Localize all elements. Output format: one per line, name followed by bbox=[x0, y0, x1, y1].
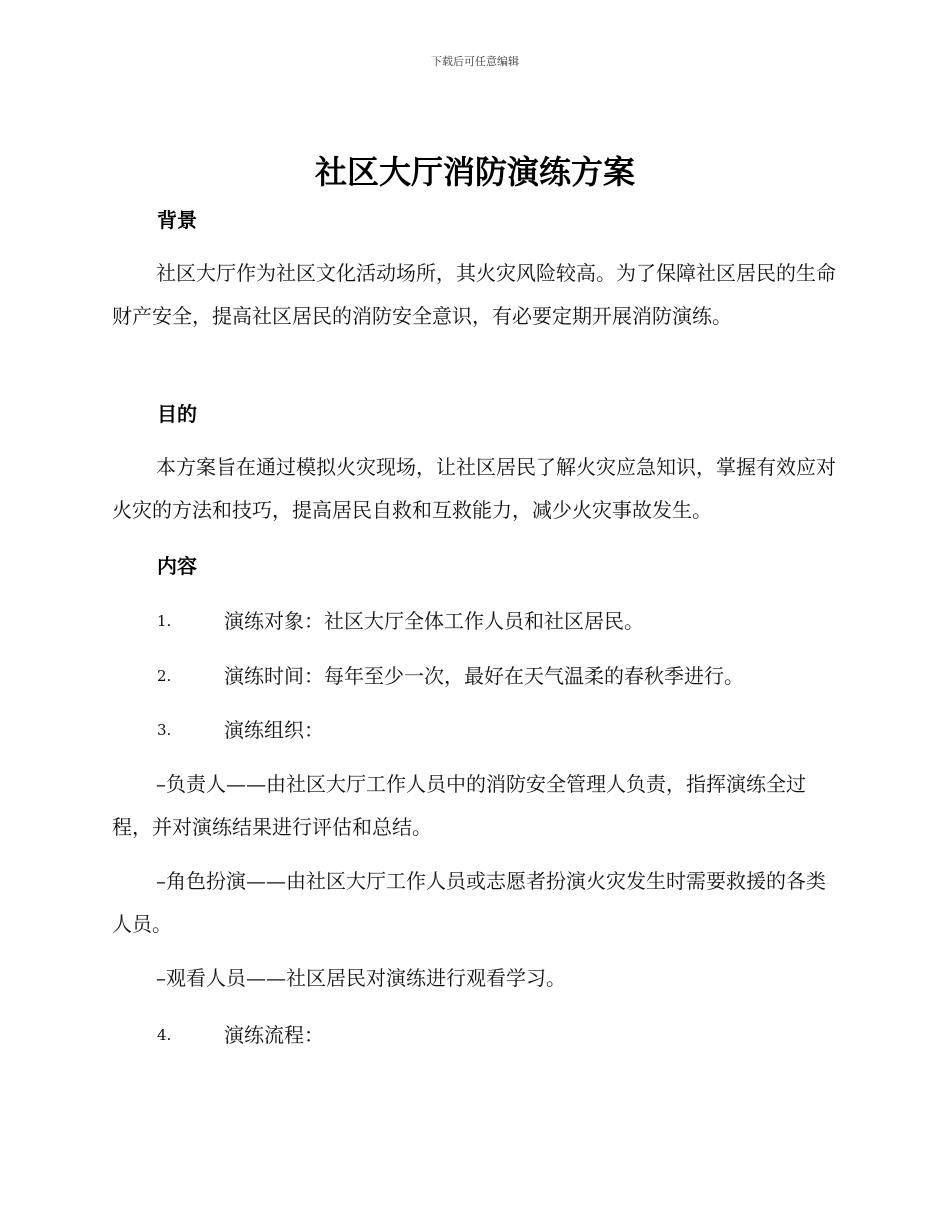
list-item bbox=[157, 716, 837, 744]
document-title: 社区大厅消防演练方案 bbox=[314, 153, 635, 191]
paragraph-purpose: 本方案旨在通过模拟火灾现场，让社区居民了解火灾应急知识，掌握有效应对火灾的方法和技巧，提高居民自救和互救能力，减少火灾事故发生。 bbox=[112, 455, 836, 522]
page-header: 下载后可任意编辑 bbox=[431, 55, 519, 68]
role-paragraph-roleplay: –角色扮演——由社区大厅工作人员或志愿者扮演火灾发生时需要救援的各类人员。 bbox=[112, 869, 826, 936]
heading-content: 内容 bbox=[157, 554, 197, 578]
heading-purpose: 目的 bbox=[157, 402, 197, 426]
list-item bbox=[157, 1021, 837, 1049]
list-number: 3. bbox=[157, 721, 172, 739]
list-number: 4. bbox=[157, 1026, 172, 1044]
role-paragraph-audience: –观看人员——社区居民对演练进行观看学习。 bbox=[156, 966, 566, 990]
list-number: 2. bbox=[157, 667, 172, 685]
list-text: 演练组织： bbox=[224, 718, 324, 742]
list-text: 演练流程： bbox=[224, 1023, 324, 1047]
list-text: 演练对象：社区大厅全体工作人员和社区居民。 bbox=[224, 609, 644, 633]
list-text: 演练时间：每年至少一次，最好在天气温柔的春秋季进行。 bbox=[224, 664, 744, 688]
list-item bbox=[157, 607, 837, 635]
list-number: 1. bbox=[157, 612, 172, 630]
paragraph-background: 社区大厅作为社区文化活动场所，其火灾风险较高。为了保障社区居民的生命财产安全，提高社区居民的消防安全意识，有必要定期开展消防演练。 bbox=[112, 261, 836, 328]
role-paragraph-leader: –负责人——由社区大厅工作人员中的消防安全管理人负责，指挥演练全过程，并对演练结果进行评估和总结。 bbox=[112, 772, 806, 839]
list-item bbox=[157, 662, 837, 690]
heading-background: 背景 bbox=[157, 208, 197, 232]
